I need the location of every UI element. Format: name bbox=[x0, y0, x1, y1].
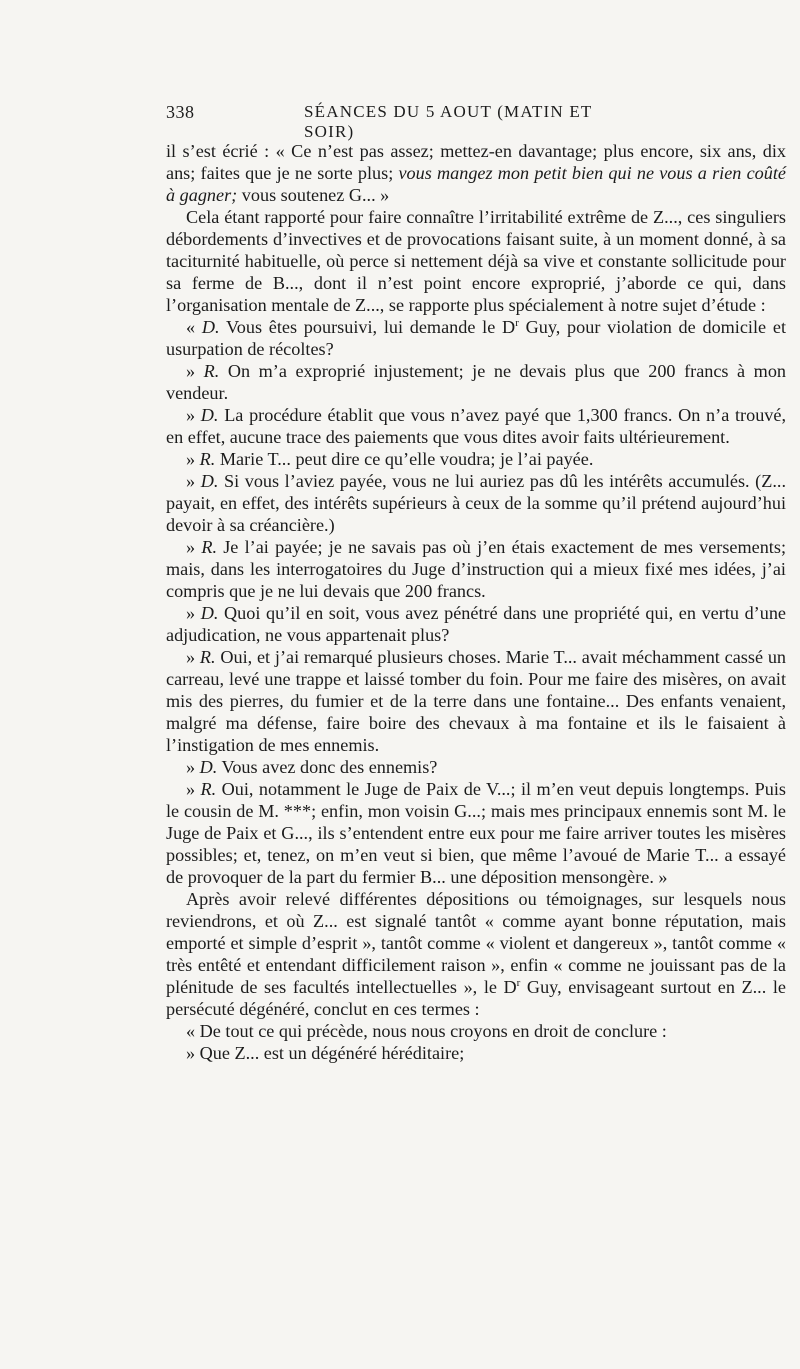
dialogue-question bbox=[166, 602, 786, 646]
speaker-label: R. bbox=[201, 537, 217, 557]
paragraph-quote-end bbox=[166, 140, 786, 206]
text-span: vous soutenez G... » bbox=[237, 185, 390, 205]
running-title: SÉANCES DU 5 AOUT (MATIN ET SOIR) bbox=[304, 102, 593, 141]
text-span: Guy, pour violation de domicile et usurpation de récoltes? bbox=[166, 317, 786, 359]
dialogue-question bbox=[166, 404, 786, 448]
quote-marker: » bbox=[186, 779, 201, 799]
paragraph-summary bbox=[166, 888, 786, 1020]
quote-marker: » bbox=[186, 603, 201, 623]
quote-marker: » bbox=[186, 647, 200, 667]
dialogue-question bbox=[166, 316, 786, 360]
italic-quote: vous mangez mon petit bien qui ne vous a rien coûté à gagner; bbox=[166, 163, 786, 205]
text-span: il s’est écrié : « Ce n’est pas assez; mettez-en davantage; plus encore, six ans, dix ans; faites que je ne sorte plus; bbox=[166, 141, 786, 183]
dialogue-answer bbox=[166, 448, 786, 470]
text-span: La procédure établit que vous n’avez payé que 1,300 francs. On n’a trouvé, en effet, aucune trace des paiements que vous dites avoir faits ultérieurement. bbox=[166, 405, 786, 447]
dialogue-answer bbox=[166, 778, 786, 888]
quote-marker: » bbox=[186, 537, 202, 557]
text-span: Vous êtes poursuivi, lui demande le D bbox=[219, 317, 516, 337]
text-span: Quoi qu’il en soit, vous avez pénétré dans une propriété qui, en vertu d’une adjudication, ne vous appartenait plus? bbox=[166, 603, 786, 645]
dialogue-answer bbox=[166, 646, 786, 756]
text-span: Oui, et j’ai remarqué plusieurs choses. Marie T... avait méchamment cassé un carreau, levé une trappe et laissé tomber du foin. Pour me faire des misères, on avait mis des pierres, du fumier et de la terre dans une fontaine... Des enfants venaient, malgré ma défense, faire boire des chevaux à ma fontaine et ils le faisaient à l’instigation de mes ennemis. bbox=[166, 647, 787, 755]
paragraph-context: Cela étant rapporté pour faire connaître l’irritabilité extrême de Z..., ces singuliers débordements d’invectives et de provocations faisant suite, à un moment donné, à sa taciturnité habituelle, où perce si nettement déjà sa vive et constante sollicitude pour sa ferme de B..., dont il n’est point encore exproprié, j’aborde ce qui, dans l’organisation mentale de Z..., se rapporte plus spécialement à notre sujet d’étude : bbox=[166, 207, 786, 315]
superscript: r bbox=[516, 977, 521, 989]
quote-marker: » bbox=[186, 361, 204, 381]
text-span: Oui, notamment le Juge de Paix de V...; il m’en veut depuis longtemps. Puis le cousin de M. ***; enfin, mon voisin G...; mais mes principaux ennemis sont M. le Juge de Paix et G..., ils s’entendent entre eux pour me faire arriver toutes les misères possibles; et, tenez, on m’en veut si bien, que même l’avoué de Marie T... a essayé de provoquer de la part du fermier B... une déposition mensongère. » bbox=[166, 779, 786, 887]
speaker-label: D. bbox=[199, 757, 218, 777]
text-span: Après avoir relevé différentes dépositions ou témoignages, sur lesquels nous reviendrons, et où Z... est signalé tantôt « comme ayant bonne réputation, mais emporté et simple d’esprit », tantôt comme « violent et dangereux », tantôt comme « très entêté et entendant difficilement raison », enfin « comme ne jouissant pas de la plénitude de ses facultés intellectuelles », le D bbox=[166, 889, 786, 997]
speaker-label: D. bbox=[200, 603, 219, 623]
page-header bbox=[166, 102, 626, 141]
speaker-label: R. bbox=[199, 647, 216, 667]
body-text bbox=[166, 140, 786, 1064]
dialogue-question bbox=[166, 756, 786, 778]
paragraph-conclusion-intro: « De tout ce qui précède, nous nous croyons en droit de conclure : bbox=[186, 1021, 667, 1041]
quote-marker: » bbox=[186, 449, 200, 469]
paragraph-conclusion-item: » Que Z... est un dégénéré héréditaire; bbox=[186, 1043, 465, 1063]
page-number: 338 bbox=[166, 102, 195, 122]
quote-marker: » bbox=[186, 471, 201, 491]
speaker-label: R. bbox=[200, 779, 217, 799]
quote-marker: » bbox=[186, 757, 200, 777]
speaker-label: R. bbox=[199, 449, 216, 469]
text-span: On m’a exproprié injustement; je ne devais plus que 200 francs à mon vendeur. bbox=[166, 361, 787, 403]
text-span: Vous avez donc des ennemis? bbox=[217, 757, 438, 777]
text-span: Guy, envisageant surtout en Z... le persécuté dégénéré, conclut en ces termes : bbox=[166, 977, 786, 1019]
speaker-label: D. bbox=[200, 471, 219, 491]
quote-marker: » bbox=[186, 405, 201, 425]
speaker-label: D. bbox=[201, 317, 220, 337]
text-span: Si vous l’aviez payée, vous ne lui auriez pas dû les intérêts accumulés. (Z... payait, en effet, des intérêts supérieurs à ceux de la somme qu’il prétend aujourd’hui devoir à sa créancière.) bbox=[166, 471, 786, 535]
dialogue-answer bbox=[166, 536, 786, 602]
text-span: Marie T... peut dire ce qu’elle voudra; je l’ai payée. bbox=[215, 449, 594, 469]
dialogue-question bbox=[166, 470, 786, 536]
text-span: Je l’ai payée; je ne savais pas où j’en étais exactement de mes versements; mais, dans les interrogatoires du Juge d’instruction qui a mieux fixé mes idées, j’ai compris que je ne lui devais que 200 francs. bbox=[166, 537, 786, 601]
speaker-label: D. bbox=[200, 405, 219, 425]
dialogue-answer bbox=[166, 360, 786, 404]
quote-marker: « bbox=[186, 317, 202, 337]
superscript: r bbox=[515, 317, 519, 329]
speaker-label: R. bbox=[203, 361, 220, 381]
